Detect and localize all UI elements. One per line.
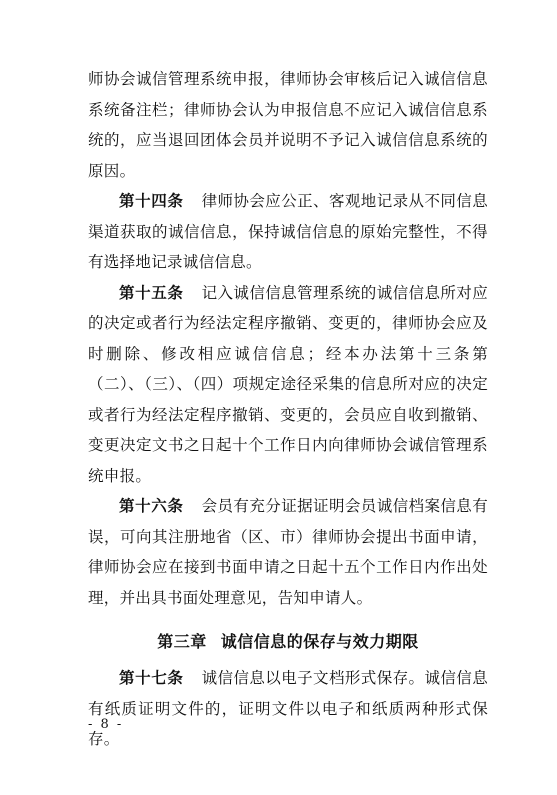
article-15 <box>88 278 488 492</box>
article-label: 第十六条 <box>119 497 184 515</box>
article-label: 第十五条 <box>119 283 184 302</box>
page-number: - 8 - <box>88 717 124 732</box>
chapter-title: 诚信信息的保存与效力期限 <box>220 632 419 651</box>
article-text: 诚信信息以电子文档形式保存。诚信信息有纸质证明文件的，证明文件以电子和纸质两种形式保存。 <box>88 669 488 748</box>
paragraph-continuation <box>88 64 488 186</box>
paragraph-text: 师协会诚信管理系统申报，律师协会审核后记入诚信信息系统备注栏；律师协会认为申报信息不应记入诚信信息系统的，应当退回团体会员并说明不予记入诚信信息系统的原因。 <box>88 70 488 180</box>
article-label: 第十七条 <box>119 669 184 687</box>
article-text: 会员有充分证据证明会员诚信档案信息有误，可向其注册地省（区、市）律师协会提出书面申请，律师协会应在接到书面申请之日起十五个工作日内作出处理，并出具书面处理意见，告知申请人。 <box>88 497 488 607</box>
article-17 <box>88 663 488 755</box>
chapter-heading <box>88 627 488 657</box>
article-16 <box>88 491 488 613</box>
article-text: 记入诚信信息管理系统的诚信信息所对应的决定或者行为经法定程序撤销、变更的，律师协会应及时删除、修改相应诚信信息；经本办法第十三条第（二）、（三）、（四）项规定途径采集的信息所对应的决定或者行为经法定程序撤销、变更的，会员应自收到撤销、变更决定文书之日起十个工作日内向律师协会诚信管理系统申报。 <box>88 283 488 485</box>
article-text: 律师协会应公正、客观地记录从不同信息渠道获取的诚信信息，保持诚信信息的原始完整性，不得有选择地记录诚信信息。 <box>88 192 488 271</box>
document-body <box>88 64 488 755</box>
article-label: 第十四条 <box>119 192 184 210</box>
chapter-number: 第三章 <box>157 632 207 651</box>
article-14 <box>88 186 488 278</box>
